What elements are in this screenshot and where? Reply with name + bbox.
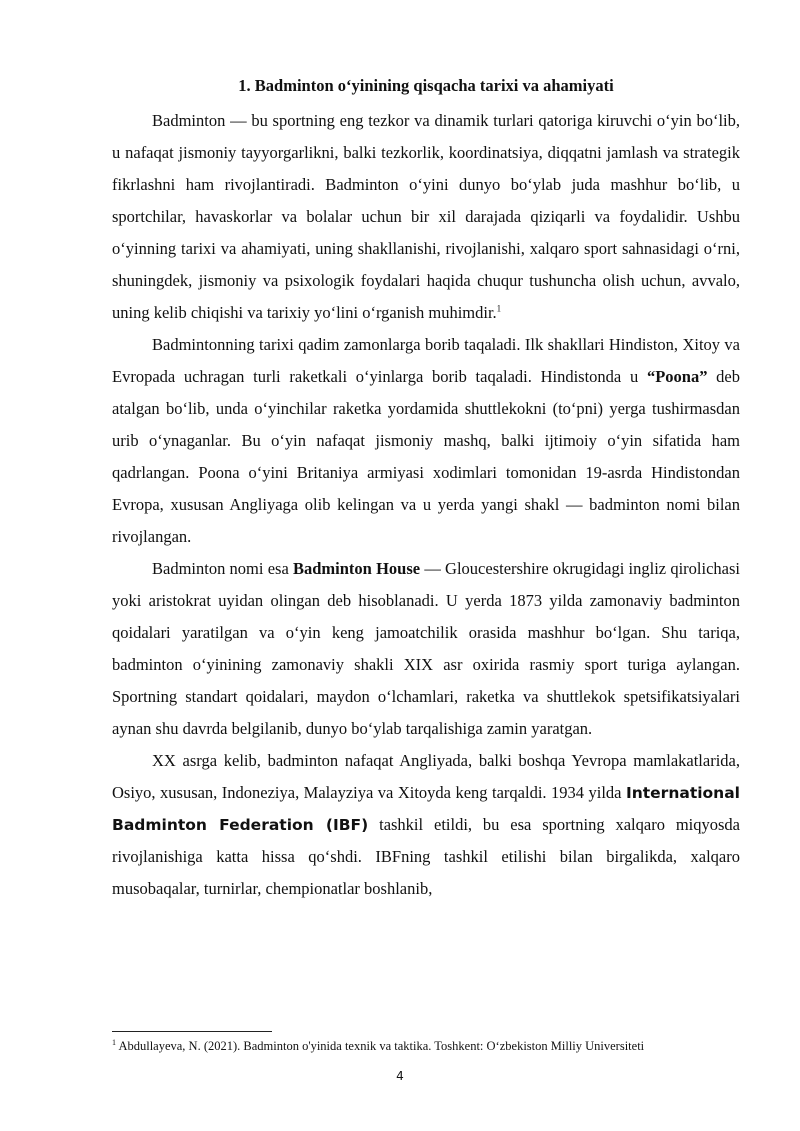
paragraph-1	[112, 105, 740, 329]
body-text	[112, 105, 740, 905]
footnote-number: 1	[112, 1037, 116, 1047]
paragraph-3-text-start: Badminton nomi esa	[152, 559, 293, 578]
section-heading: 1. Badminton o‘yinining qisqacha tarixi va ahamiyati	[238, 76, 614, 95]
paragraph-4	[112, 745, 740, 905]
footnote	[112, 1038, 752, 1054]
badminton-house-term: Badminton House	[293, 559, 421, 578]
paragraph-4-text-start: XX asrga kelib, badminton nafaqat Angliyada, balki boshqa Yevropa mamlakatlarida, Osiyo, xususan, Indoneziya, Malayziya va Xitoyda keng tarqaldi. 1934 yilda	[112, 751, 740, 802]
paragraph-3	[112, 553, 740, 745]
paragraph-1-text: Badminton — bu sportning eng tezkor va dinamik turlari qatoriga kiruvchi o‘yin bo‘lib, u nafaqat jismoniy tayyorgarlikni, balki tezkorlik, koordinatsiya, diqqatni jamlash va strategik fikrlashni ham rivojlantiradi. Badminton o‘yini dunyo bo‘ylab juda mashhur bo‘lib, u sportchilar, havaskorlar va bolalar uchun bir xil darajada qiziqarli va foydalidir. Ushbu o‘yinning tarixi va ahamiyati, uning shakllanishi, rivojlanishi, xalqaro sport sahnasidagi o‘rni, shuningdek, jismoniy va psixologik foydalari haqida chuqur tushuncha olish uchun, avvalo, uning kelib chiqishi va tarixiy yo‘lini o‘rganish muhimdir.	[112, 111, 740, 322]
ibf-term: International Badminton Federation (IBF)	[112, 784, 740, 834]
footnote-text: Abdullayeva, N. (2021). Badminton o'yinida texnik va taktika. Toshkent: O‘zbekiston Milliy Universiteti	[118, 1039, 645, 1053]
footnote-divider	[112, 1031, 272, 1032]
page-number: 4	[396, 1069, 404, 1083]
poona-term: “Poona”	[646, 367, 708, 386]
paragraph-2	[112, 329, 740, 553]
paragraph-3-text-end: — Gloucestershire okrugidagi ingliz qirolichasi yoki aristokrat uyidan olingan deb hisoblanadi. U yerda 1873 yilda zamonaviy badminton qoidalari yaratilgan va o‘yin keng jamoatchilik orasida mashhur bo‘lgan. Shu tariqa, badminton o‘yinining zamonaviy shakli XIX asr oxirida rasmiy sport turiga aylangan. Sportning standart qoidalari, maydon o‘lchamlari, raketka va shuttlekok spetsifikatsiyalari aynan shu davrda belgilanib, dunyo bo‘ylab tarqalishiga zamin yaratgan.	[112, 559, 740, 738]
paragraph-2-text-start: Badmintonning tarixi qadim zamonlarga borib taqaladi. Ilk shakllari Hindiston, Xitoy va Evropada uchragan turli raketkali o‘yinlarga borib taqaladi. Hindistonda u	[112, 335, 740, 386]
paragraph-4-text-end: tashkil etildi, bu esa sportning xalqaro miqyosda rivojlanishiga katta hissa qo‘shdi. IBFning tashkil etilishi bilan birgalikda, xalqaro musobaqalar, turnirlar, chempionatlar boshlanib,	[112, 815, 741, 898]
footnote-reference[interactable]: 1	[496, 303, 502, 314]
paragraph-2-text-end: deb atalgan bo‘lib, unda o‘yinchilar raketka yordamida shuttlekokni (to‘pni) yerga tushirmasdan urib o‘ynaganlar. Bu o‘yin nafaqat jismoniy mashq, balki ijtimoiy o‘yin sifatida ham qadrlangan. Poona o‘yini Britaniya armiyasi xodimlari tomonidan 19-asrda Hindistondan Evropa, xususan Angliyaga olib kelingan va u yerda yangi shakl — badminton nomi bilan rivojlangan.	[112, 367, 741, 546]
